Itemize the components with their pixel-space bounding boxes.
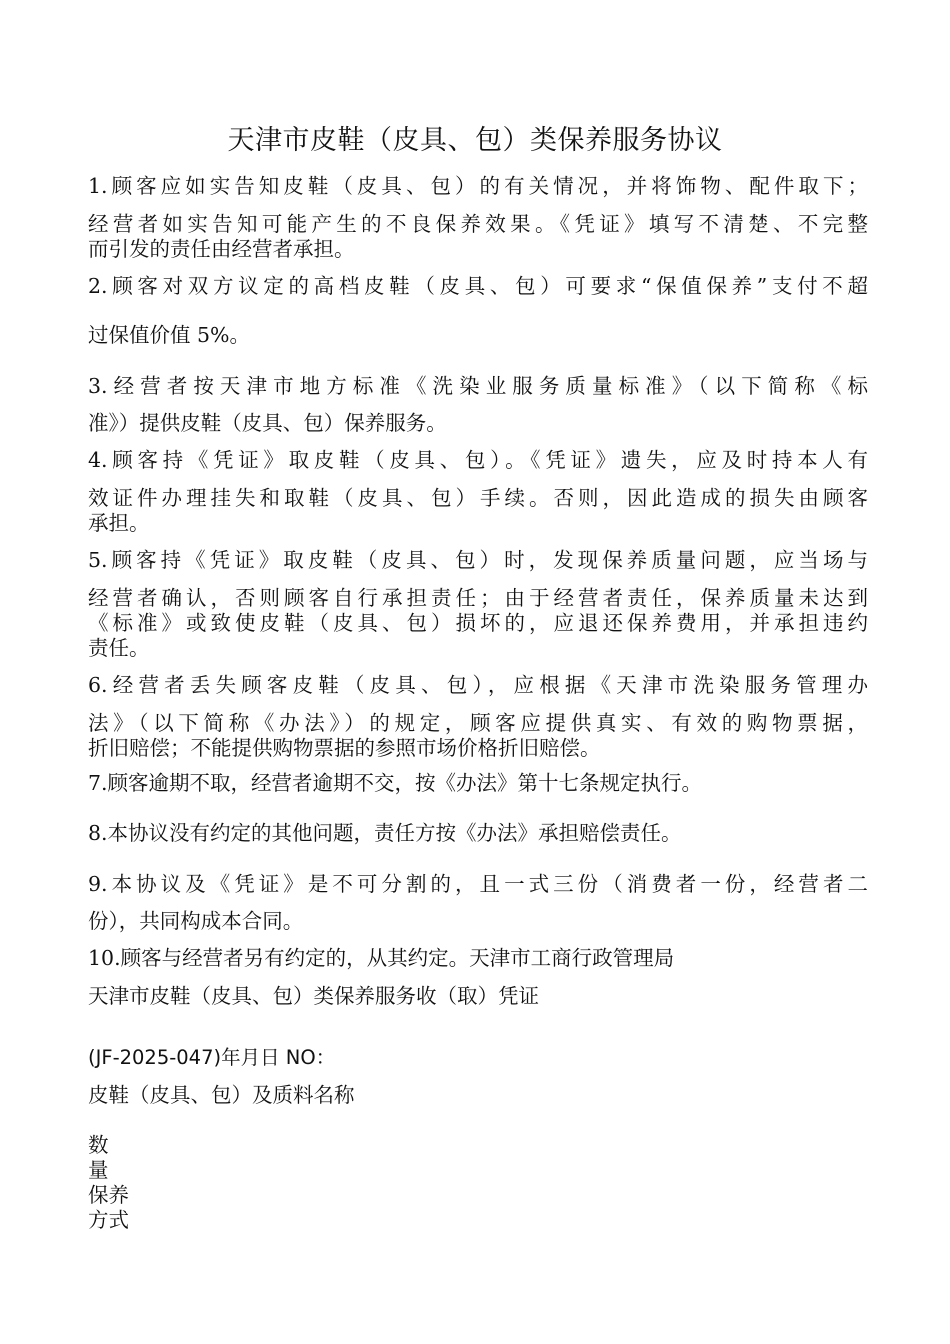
clause-6-line-2: 法》（以下简称《办法》）的规定，顾客应提供真实、有效的购物票据， bbox=[88, 711, 868, 735]
clause-4-line-2: 效证件办理挂失和取鞋（皮具、包）手续。否则，因此造成的损失由顾客 bbox=[88, 486, 868, 510]
quantity-label-char-2: 量 bbox=[88, 1158, 109, 1182]
clause-5-line-3: 《标准》或致使皮鞋（皮具、包）损坏的，应退还保养费用，并承担违约 bbox=[88, 611, 868, 635]
maintenance-method-label-line-1: 保养 bbox=[88, 1183, 129, 1207]
quantity-label-char-1: 数 bbox=[88, 1133, 109, 1157]
clause-1-line-2: 经营者如实告知可能产生的不良保养效果。《凭证》填写不清楚、不完整 bbox=[88, 212, 868, 236]
clause-9-line-1: 9.本协议及《凭证》是不可分割的，且一式三份（消费者一份，经营者二 bbox=[88, 872, 868, 896]
clause-4-line-1: 4.顾客持《凭证》取皮鞋（皮具、包）。《凭证》遗失，应及时持本人有 bbox=[88, 448, 868, 472]
clause-3-line-2: 准》）提供皮鞋（皮具、包）保养服务。 bbox=[88, 411, 447, 435]
item-material-label: 皮鞋（皮具、包）及质料名称 bbox=[88, 1083, 355, 1107]
clause-5-line-4: 责任。 bbox=[88, 636, 150, 660]
clause-1-line-3: 而引发的责任由经营者承担。 bbox=[88, 237, 355, 261]
clause-4-line-3: 承担。 bbox=[88, 511, 150, 535]
clause-7: 7.顾客逾期不取，经营者逾期不交，按《办法》第十七条规定执行。 bbox=[88, 771, 703, 795]
clause-5-line-1: 5.顾客持《凭证》取皮鞋（皮具、包）时，发现保养质量问题，应当场与 bbox=[88, 548, 868, 572]
clause-1-line-1: 1.顾客应如实告知皮鞋（皮具、包）的有关情况，并将饰物、配件取下； bbox=[88, 174, 868, 198]
clause-2-line-1: 2.顾客对双方议定的高档皮鞋（皮具、包）可要求“保值保养”支付不超 bbox=[88, 274, 868, 298]
clause-3-line-1: 3.经营者按天津市地方标准《洗染业服务质量标准》（以下简称《标 bbox=[88, 374, 868, 398]
clause-10: 10.顾客与经营者另有约定的，从其约定。天津市工商行政管理局 bbox=[88, 946, 675, 970]
document-title: 天津市皮鞋（皮具、包）类保养服务协议 bbox=[227, 125, 723, 156]
clause-6-line-1: 6.经营者丢失顾客皮鞋（皮具、包），应根据《天津市洗染服务管理办 bbox=[88, 673, 868, 697]
clause-2-line-2: 过保值价值 5%。 bbox=[88, 323, 251, 347]
clause-5-line-2: 经营者确认，否则顾客自行承担责任；由于经营者责任，保养质量未达到 bbox=[88, 586, 868, 610]
clause-9-line-2: 份），共同构成本合同。 bbox=[88, 909, 304, 933]
clause-8: 8.本协议没有约定的其他问题，责任方按《办法》承担赔偿责任。 bbox=[88, 821, 682, 845]
voucher-number-line: (JF-2025-047)年月日 NO： bbox=[88, 1046, 336, 1069]
voucher-title: 天津市皮鞋（皮具、包）类保养服务收（取）凭证 bbox=[88, 984, 539, 1008]
clause-6-line-3: 折旧赔偿；不能提供购物票据的参照市场价格折旧赔偿。 bbox=[88, 736, 601, 760]
maintenance-method-label-line-2: 方式 bbox=[88, 1208, 129, 1232]
